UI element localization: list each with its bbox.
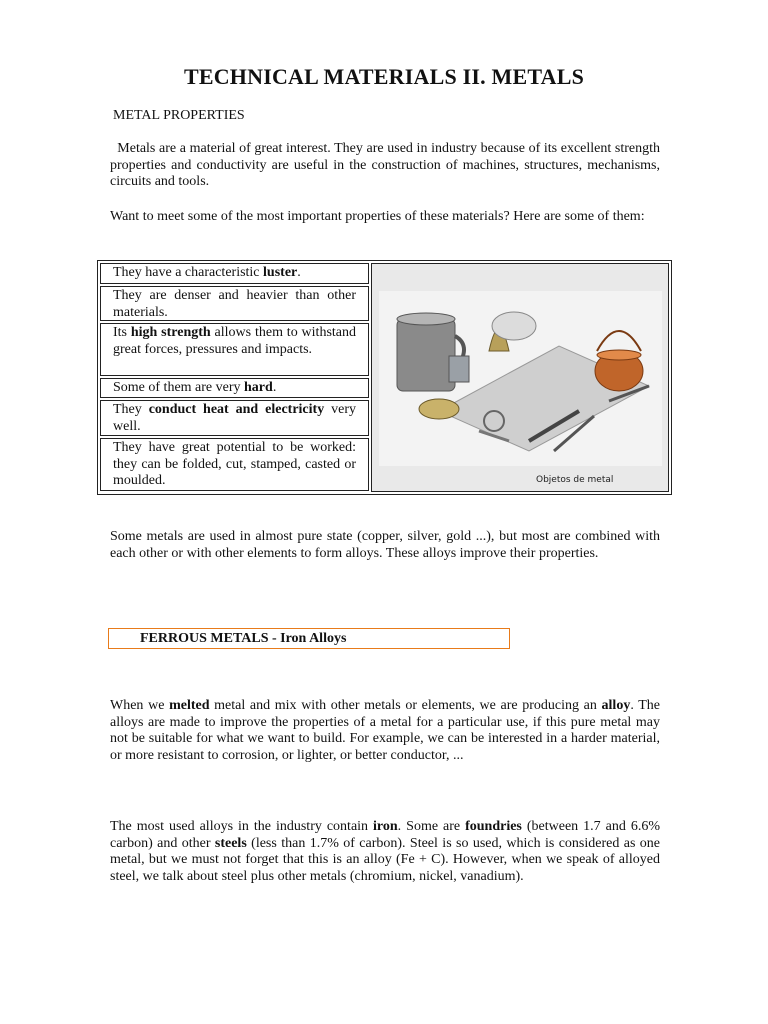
property-keyword: high strength: [130, 325, 211, 340]
para-text: . Some are: [397, 819, 466, 834]
property-keyword: luster: [263, 265, 298, 280]
para-keyword: alloy: [601, 698, 631, 713]
property-text: They have great potential to be worked: they can be folded, cut, stamped, casted or moulded.: [113, 440, 356, 488]
ferrous-heading: FERROUS METALS - Iron Alloys: [140, 631, 347, 646]
property-text: Some of them are very: [113, 380, 245, 395]
para-text: (less than 1.7% of carbon). Steel is so used, which is considered as one metal, but we must not forget that this is an alloy (Fe + C). However, when we speak of alloyed steel, we talk about steel plus other metals (chromium, nickel, vanadium).: [110, 835, 660, 884]
para-text: metal and mix with other metals or elements, we are producing an: [209, 698, 602, 713]
property-keyword: hard: [244, 380, 273, 395]
melted-paragraph: [110, 698, 660, 764]
para-text: . The alloys are made to improve the properties of a metal for a particular use, if this pure metal may not be suitable for what we want to build. For example, we can be interested in a harder material, or more resistant to corrosion, or lighter, or better conductor, ...: [110, 698, 660, 763]
question-paragraph: Want to meet some of the most important properties of these materials? Here are some of them:: [110, 209, 645, 224]
para-keyword: melted: [169, 698, 210, 713]
para-text: (between 1.7 and 6.6% carbon) and other: [110, 819, 660, 851]
property-text: very well.: [113, 402, 356, 434]
image-cell: [371, 263, 669, 492]
para-text: When we: [110, 698, 170, 713]
alloys-paragraph: Some metals are used in almost pure state (copper, silver, gold ...), but most are combined with each other or with other elements to form alloys. These alloys improve their properties.: [110, 529, 660, 561]
property-keyword: conduct heat and electricity: [148, 402, 325, 417]
property-conductivity: [100, 400, 369, 436]
metal-objects-photo: [379, 291, 662, 485]
intro-text: Metals are a material of great interest. They are used in industry because of its excellent strength properties and conductivity are useful in the construction of machines, structures, mechanisms, circuits and tools.: [110, 141, 661, 189]
property-strength: [100, 323, 369, 376]
intro-paragraph: [110, 141, 660, 191]
metal-objects-illustration: [379, 291, 662, 466]
para-keyword: iron: [373, 819, 398, 834]
property-luster: [100, 263, 369, 284]
section-heading: METAL PROPERTIES: [113, 108, 245, 123]
property-workability: [100, 438, 369, 491]
property-text: allows them to withstand great forces, pressures and impacts.: [113, 325, 356, 357]
property-text: Its: [113, 325, 131, 340]
para-keyword: steels: [214, 835, 247, 851]
property-hardness: [100, 378, 369, 398]
property-text: They: [113, 402, 149, 417]
property-text: They have a characteristic: [113, 265, 264, 280]
property-density: [100, 286, 369, 321]
page-title: TECHNICAL MATERIALS II. METALS: [183, 64, 585, 89]
ferrous-heading-box: [108, 628, 510, 649]
properties-table: [97, 260, 672, 495]
para-keyword: foundries: [465, 819, 522, 834]
photo-caption: Objetos de metal: [536, 475, 614, 485]
property-text: .: [272, 380, 277, 395]
para-text: The most used alloys in the industry contain: [110, 819, 374, 834]
iron-paragraph: [110, 819, 660, 885]
properties-list: [100, 263, 369, 491]
property-text: .: [297, 265, 301, 280]
property-text: They are denser and heavier than other materials.: [113, 288, 356, 320]
